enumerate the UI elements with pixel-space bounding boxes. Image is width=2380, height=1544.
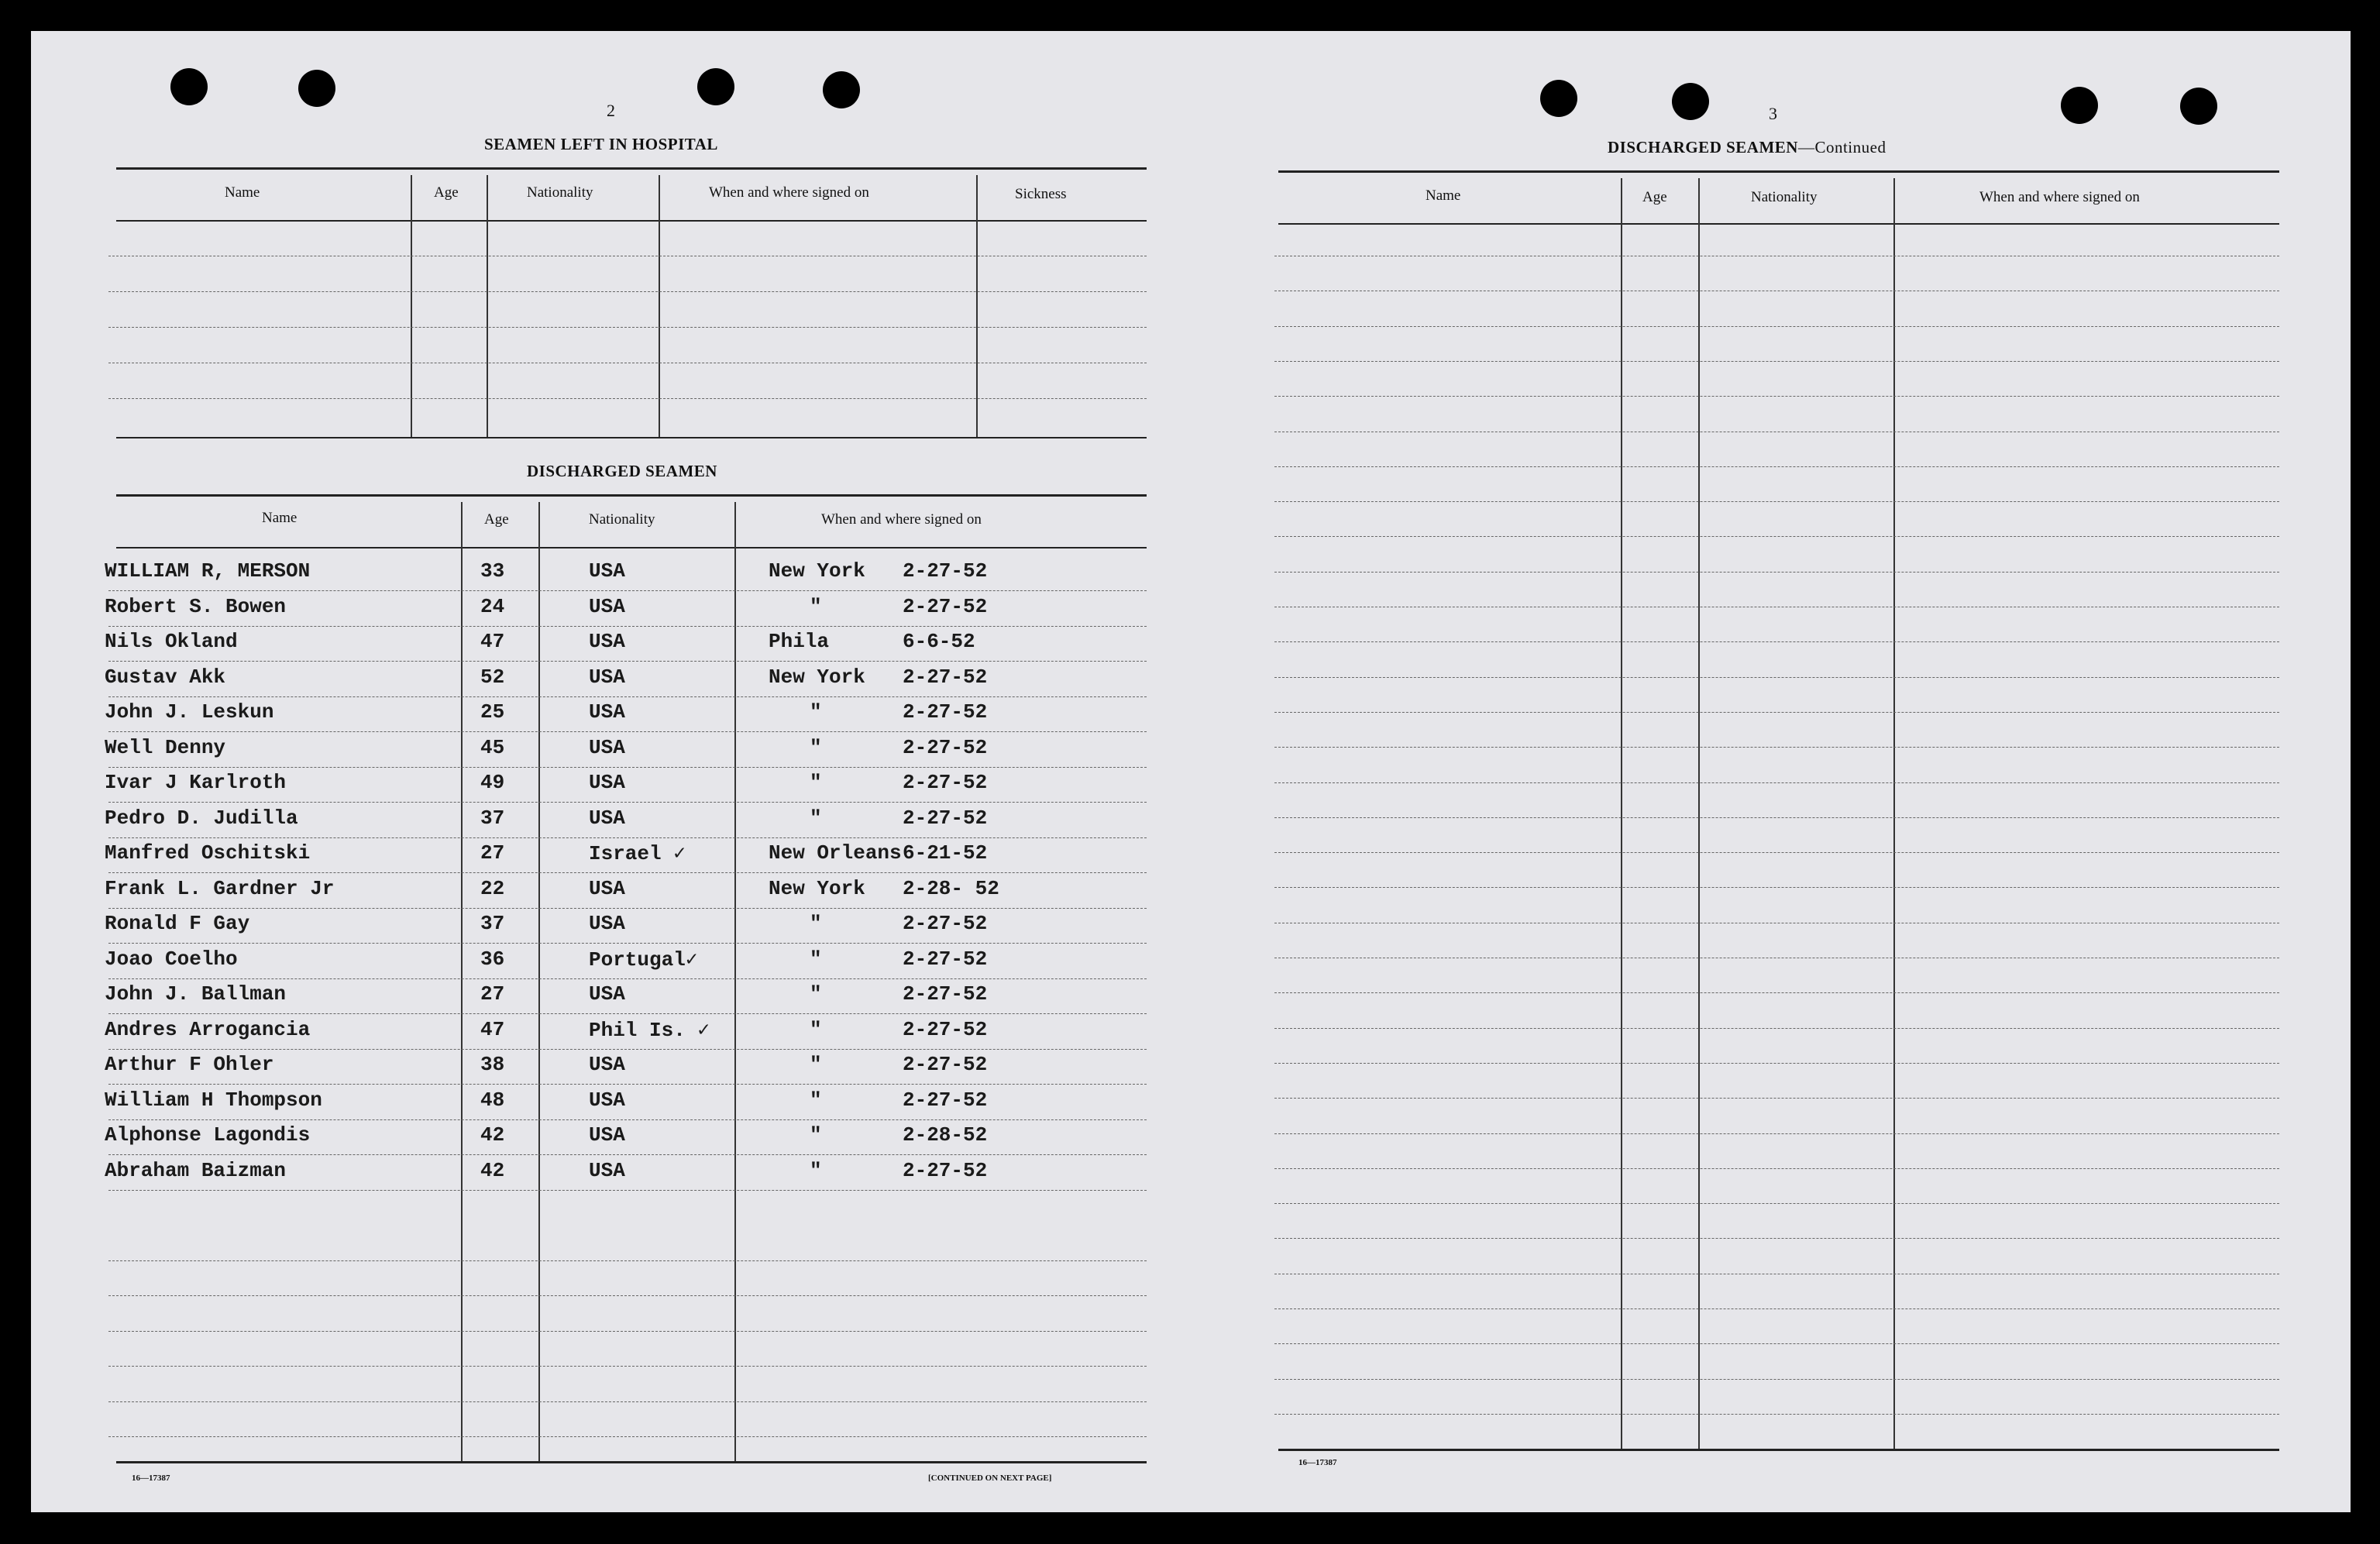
row-rule [1274,1098,2279,1099]
row-rule [1274,1028,2279,1029]
seaman-age: 27 [480,982,505,1006]
row-rule [1274,1379,2279,1380]
row-rule [1274,1168,2279,1169]
row-rule [108,872,1147,873]
discharged-col-age: Age [484,511,509,528]
seaman-name: Pedro D. Judilla [105,806,298,830]
seaman-nationality: Israel ✓ [589,842,686,865]
row-rule [1274,747,2279,748]
seaman-signed-place: New York [769,665,865,689]
seaman-age: 52 [480,665,505,689]
seaman-signed-date: 2-27-52 [903,594,988,618]
continued-note: [CONTINUED ON NEXT PAGE] [928,1474,1052,1483]
row-rule [108,1295,1147,1296]
right-section-title-main: DISCHARGED SEAMEN [1608,138,1798,156]
row-rule [108,1049,1147,1050]
seaman-signed-date: 2-27-52 [903,1053,988,1076]
row-rule [108,1260,1147,1261]
seaman-signed-place: " [810,735,822,759]
seaman-signed-date: 2-27-52 [903,735,988,759]
right-form-number: 16—17387 [1298,1458,1337,1467]
seaman-age: 27 [480,841,505,865]
seaman-age: 37 [480,806,505,830]
seaman-age: 48 [480,1088,505,1112]
seaman-name: Manfred Oschitski [105,841,311,865]
discharged-col-nationality: Nationality [589,511,655,528]
seaman-name: Arthur F Ohler [105,1053,274,1076]
hospital-col-sickness: Sickness [1015,186,1067,202]
row-rule [108,626,1147,627]
row-rule [108,943,1147,944]
seaman-signed-date: 2-27-52 [903,1017,988,1041]
seaman-nationality: USA [589,559,625,583]
seaman-name: Ronald F Gay [105,912,250,935]
row-rule [1274,1343,2279,1344]
crew-list-sheet [31,31,2351,1512]
seaman-signed-date: 2-27-52 [903,982,988,1006]
seaman-signed-date: 2-28-52 [903,1123,988,1147]
seaman-age: 42 [480,1158,505,1182]
seaman-name: Gustav Akk [105,665,226,689]
punch-hole [2180,88,2217,125]
punch-hole [1540,80,1577,117]
right-col-signed-on: When and where signed on [1979,189,2140,205]
right-col-name: Name [1426,187,1461,204]
right-col-age: Age [1642,189,1667,205]
seaman-name: Andres Arrogancia [105,1017,311,1041]
seaman-nationality: USA [589,735,625,759]
seaman-age: 37 [480,912,505,935]
left-page-number: 2 [607,101,615,120]
seaman-signed-place: " [810,594,822,618]
row-rule [1274,641,2279,642]
seaman-signed-place: " [810,947,822,971]
seaman-signed-date: 2-27-52 [903,912,988,935]
seaman-age: 33 [480,559,505,583]
seaman-signed-date: 2-27-52 [903,665,988,689]
seaman-signed-date: 2-28- 52 [903,876,999,900]
row-rule [108,978,1147,979]
seaman-nationality: USA [589,1053,625,1076]
seaman-name: Abraham Baizman [105,1158,287,1182]
row-rule [108,767,1147,768]
seaman-age: 22 [480,876,505,900]
hospital-col-name: Name [225,184,260,201]
seaman-age: 47 [480,630,505,653]
seaman-nationality: USA [589,1088,625,1112]
seaman-signed-date: 2-27-52 [903,771,988,794]
punch-hole [170,68,208,105]
seaman-nationality: USA [589,912,625,935]
row-rule [108,802,1147,803]
seaman-nationality: USA [589,630,625,653]
hospital-col-age: Age [434,184,459,201]
seaman-signed-place: New Orleans [769,841,902,865]
row-rule [1274,852,2279,853]
seaman-age: 45 [480,735,505,759]
seaman-age: 38 [480,1053,505,1076]
row-rule [1274,992,2279,993]
seaman-signed-place: " [810,806,822,830]
seaman-name: Well Denny [105,735,226,759]
seaman-signed-date: 6-6-52 [903,630,975,653]
row-rule [1274,677,2279,678]
punch-hole [2061,87,2098,124]
hospital-col-nationality: Nationality [527,184,593,201]
row-rule [1274,817,2279,818]
row-rule [1274,361,2279,362]
seaman-signed-place: " [810,1053,822,1076]
punch-hole [823,71,860,108]
hospital-col-signed-on: When and where signed on [709,184,869,201]
seaman-age: 25 [480,700,505,724]
row-rule [108,1366,1147,1367]
row-rule [1274,501,2279,502]
punch-hole [1672,83,1709,120]
seaman-signed-date: 2-27-52 [903,559,988,583]
seaman-nationality: USA [589,771,625,794]
seaman-nationality: Portugal✓ [589,947,698,971]
discharged-section-title: DISCHARGED SEAMEN [527,462,717,480]
row-rule [1274,396,2279,397]
row-rule [1274,1203,2279,1204]
seaman-nationality: USA [589,982,625,1006]
left-form-number: 16—17387 [132,1474,170,1483]
seaman-signed-place: " [810,1017,822,1041]
seaman-signed-date: 2-27-52 [903,1158,988,1182]
seaman-age: 49 [480,771,505,794]
seaman-signed-place: " [810,982,822,1006]
row-rule [108,1084,1147,1085]
seaman-nationality: Phil Is. ✓ [589,1018,710,1042]
seaman-signed-place: " [810,1158,822,1182]
row-rule [1274,572,2279,573]
seaman-signed-place: " [810,700,822,724]
seaman-name: John J. Ballman [105,982,287,1006]
row-rule [1274,1133,2279,1134]
seaman-nationality: USA [589,1123,625,1147]
row-rule [1274,887,2279,888]
row-rule [108,731,1147,732]
seaman-age: 47 [480,1017,505,1041]
seaman-nationality: USA [589,665,625,689]
row-rule [1274,536,2279,537]
row-rule [108,837,1147,838]
seaman-name: Robert S. Bowen [105,594,287,618]
seaman-name: Nils Okland [105,630,238,653]
seaman-age: 36 [480,947,505,971]
seaman-nationality: USA [589,700,625,724]
punch-hole [697,68,734,105]
row-rule [1274,1238,2279,1239]
seaman-signed-place: " [810,1123,822,1147]
seaman-name: Joao Coelho [105,947,238,971]
seaman-nationality: USA [589,1158,625,1182]
right-section-title [1608,138,1886,157]
discharged-col-name: Name [262,510,298,526]
row-rule [108,908,1147,909]
row-rule [108,1331,1147,1332]
seaman-signed-date: 2-27-52 [903,947,988,971]
seaman-name: WILLIAM R, MERSON [105,559,311,583]
seaman-name: Frank L. Gardner Jr [105,876,335,900]
seaman-name: Ivar J Karlroth [105,771,287,794]
seaman-signed-place: " [810,771,822,794]
row-rule [108,661,1147,662]
row-rule [108,1436,1147,1437]
right-page-number: 3 [1769,104,1777,123]
seaman-signed-date: 6-21-52 [903,841,988,865]
seaman-signed-place: " [810,1088,822,1112]
seaman-nationality: USA [589,594,625,618]
row-rule [1274,1414,2279,1415]
seaman-signed-place: New York [769,559,865,583]
seaman-nationality: USA [589,806,625,830]
seaman-signed-place: " [810,912,822,935]
seaman-age: 24 [480,594,505,618]
seaman-signed-date: 2-27-52 [903,700,988,724]
seaman-name: William H Thompson [105,1088,322,1112]
right-col-nationality: Nationality [1751,189,1818,205]
seaman-age: 42 [480,1123,505,1147]
discharged-col-signed-on: When and where signed on [821,511,982,528]
row-rule [108,1401,1147,1402]
row-rule [108,590,1147,591]
hospital-section-title: SEAMEN LEFT IN HOSPITAL [484,135,718,153]
right-section-title-continued: —Continued [1797,138,1886,156]
seaman-name: John J. Leskun [105,700,274,724]
row-rule [1274,1063,2279,1064]
row-rule [1274,782,2279,783]
row-rule [108,1190,1147,1191]
row-rule [108,696,1147,697]
seaman-signed-date: 2-27-52 [903,806,988,830]
row-rule [1274,1308,2279,1309]
row-rule [108,1119,1147,1120]
seaman-nationality: USA [589,876,625,900]
row-rule [1274,326,2279,327]
row-rule [1274,466,2279,467]
seaman-name: Alphonse Lagondis [105,1123,311,1147]
row-rule [108,1154,1147,1155]
seaman-signed-place: Phila [769,630,830,653]
punch-hole [298,70,335,107]
seaman-signed-place: New York [769,876,865,900]
row-rule [1274,712,2279,713]
row-rule [108,1013,1147,1014]
seaman-signed-date: 2-27-52 [903,1088,988,1112]
